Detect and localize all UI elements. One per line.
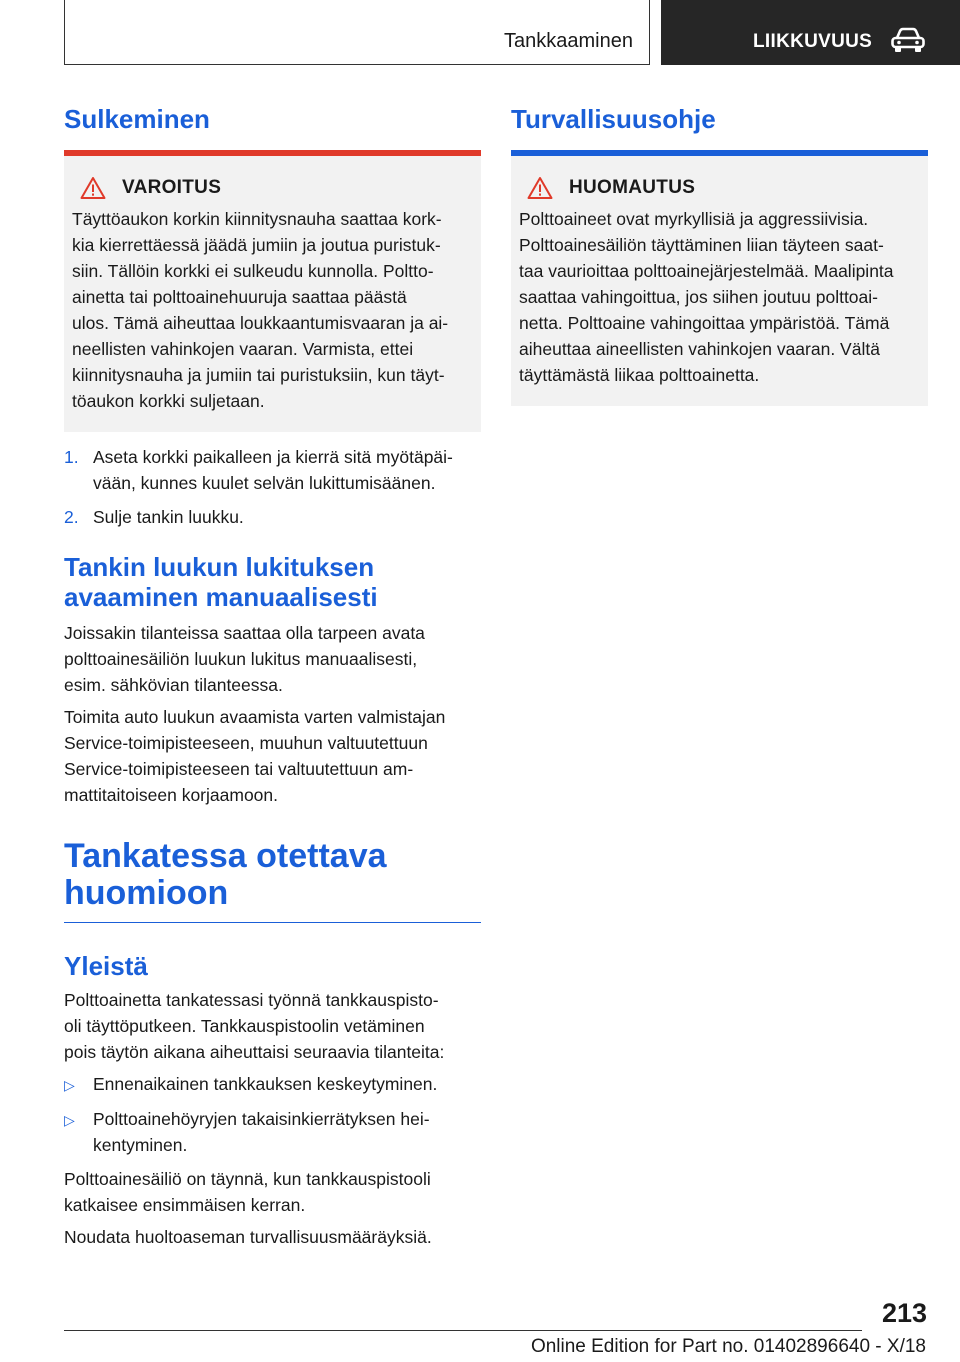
heading-manual-unlock: Tankin luukun lukituksen avaaminen manuaalisesti: [64, 552, 378, 612]
warning-triangle-icon: [527, 176, 553, 200]
car-icon: [890, 27, 926, 53]
heading-sulkeminen: Sulkeminen: [64, 104, 210, 134]
paragraph: Polttoainesäiliö on täynnä, kun tankkauspistooli katkaisee ensimmäisen kerran.: [64, 1169, 431, 1215]
left-column: [64, 100, 481, 1256]
paragraph: Noudata huoltoaseman turvallisuusmääräyksiä.: [64, 1227, 432, 1247]
warning-box: [64, 150, 481, 432]
list-item: ▷ Polttoainehöyryjen takaisinkierrätyksen hei- kentyminen.: [64, 1106, 481, 1158]
notice-text: Polttoaineet ovat myrkyllisiä ja aggressiivisia. Polttoainesäiliön täyttäminen liian täyteen saat- taa vaurioittaa polttoainejärjestelmää. Maalipinta saattaa vahingoittua, jos siihen joutuu polttoai- netta. Polttoaine vahingoittaa ympäristöä. Tämä aiheuttaa aineellisten vahinkojen vaaran. Vältä täyttämästä liikaa polttoainetta.: [519, 209, 894, 385]
edition-footer: Online Edition for Part no. 01402896640 - X/18: [530, 1336, 926, 1357]
list-item: ▷ Ennenaikainen tankkauksen keskeytyminen.: [64, 1071, 481, 1098]
triangle-bullet-icon: ▷: [64, 1112, 75, 1128]
chapter-tab-label: LIIKKUVUUS: [753, 31, 873, 52]
section-title: Tankkaaminen: [504, 30, 633, 52]
warning-triangle-icon: [80, 176, 106, 200]
paragraph: Toimita auto luukun avaamista varten valmistajan Service-toimipisteeseen, muuhun valtuutettuun Service-toimipisteeseen tai valtuutettuun am- mattitaitoiseen korjaamoon.: [64, 707, 446, 805]
right-column: [511, 100, 928, 406]
warning-text: Täyttöaukon korkin kiinnitysnauha saattaa kork- kia kierrettäessä jäädä jumiin ja joutua puristuk- siin. Tällöin korkki ei sulkeudu kunnolla. Poltto- ainetta tai polttoainehuuruja saattaa päästä ulos. Tämä aiheuttaa loukkaantumisvaaran ja ai- neellisten vahinkojen vaaran. Varmista, ettei kiinnitysnauha ja jumiin tai puristuksiin, kun täyt- töaukon korkki suljetaan.: [72, 209, 449, 411]
triangle-bullet-icon: ▷: [64, 1077, 75, 1093]
list-item: 1. Aseta korkki paikalleen ja kierrä sitä myötäpäi- vään, kunnes kuulet selvän lukittumisäänen.: [64, 444, 481, 496]
paragraph: Joissakin tilanteissa saattaa olla tarpeen avata polttoainesäiliön luukun lukitus manuaalisesti, esim. sähkövian tilanteessa.: [64, 623, 425, 695]
step-number: 1.: [64, 447, 79, 467]
notice-title: HUOMAUTUS: [569, 177, 696, 198]
heading-tankatessa: Tankatessa otettava huomioon: [64, 838, 481, 923]
heading-turvallisuusohje: Turvallisuusohje: [511, 104, 716, 134]
step-number: 2.: [64, 507, 79, 527]
paragraph: Polttoainetta tankatessasi työnnä tankkauspisto- oli täyttöputkeen. Tankkauspistoolin vetäminen pois täytön aikana aiheuttaisi seuraavia tilanteita:: [64, 990, 445, 1062]
running-header: [64, 0, 650, 65]
notice-box: [511, 150, 928, 406]
footer-divider: [64, 1330, 862, 1331]
warning-title: VAROITUS: [122, 177, 222, 198]
list-item: 2. Sulje tankin luukku.: [64, 504, 481, 530]
chapter-tab: [661, 0, 960, 65]
heading-yleista: Yleistä: [64, 951, 148, 981]
steps-list: [64, 444, 481, 530]
page-number: 213: [881, 1298, 927, 1328]
bullet-list: [64, 1071, 481, 1158]
